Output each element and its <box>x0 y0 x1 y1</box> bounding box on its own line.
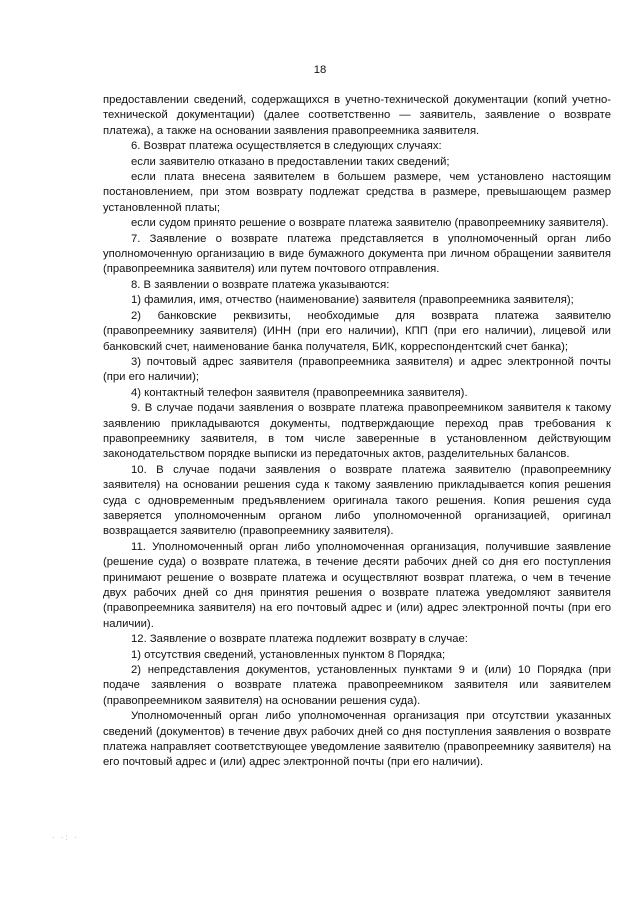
paragraph: 12. Заявление о возврате платежа подлежит возврату в случае: <box>131 633 468 646</box>
paragraph: 8. В заявлении о возврате платежа указываются: <box>131 278 390 291</box>
paragraph: 11. Уполномоченный орган либо уполномоченная организация, получившие заявление (решение суда) о возврате платежа, в течение десяти рабочих дней со дня его поступления принимают решение о возврате платежа и осуществляют возврат платежа, о чем в течение двух рабочих дней со дня принятия решения о возврате платежа уведомляют заявителя (правопреемника заявителя) на его почтовый адрес и (или) адрес электронной почты (при его наличии). <box>103 540 611 630</box>
paragraph: если плата внесена заявителем в большем размере, чем установлено настоящим постановлением, при этом возврату подлежат средства в размере, превышающем размер установленной платы; <box>103 171 611 214</box>
paragraph: 2) банковские реквизиты, необходимые для возврата платежа заявителю (правопреемнику заявителя) (ИНН (при его наличии), КПП (при его наличии), лицевой или банковский счет, наименование банка получателя, БИК, корреспондентский счет банка); <box>103 309 611 353</box>
paragraph: 9. В случае подачи заявления о возврате платежа правопреемником заявителя к такому заявлению прикладываются документы, подтверждающие переход прав требования к правопреемнику заявителя, в том числе заверенные в установленном действующим законодательством порядке выписки из передаточных актов, разделительных балансов. <box>103 402 611 461</box>
scan-artifact: · ·: · <box>52 833 79 842</box>
paragraph: 6. Возврат платежа осуществляется в следующих случаях: <box>131 140 442 153</box>
paragraph: 1) отсутствия сведений, установленных пунктом 8 Порядка; <box>131 648 446 661</box>
paragraph: 4) контактный телефон заявителя (правопреемника заявителя). <box>131 386 468 399</box>
paragraph: 2) непредставления документов, установленных пунктами 9 и (или) 10 Порядка (при подаче заявления о возврате платежа правопреемником заявителя или заявителем (правопреемником заявителя) на основании решения суда). <box>103 664 611 707</box>
paragraph: 7. Заявление о возврате платежа представляется в уполномоченный орган либо уполномоченную организацию в виде бумажного документа при личном обращении заявителя (правопреемника заявителя) или путем почтового отправления. <box>103 232 611 276</box>
paragraph: 3) почтовый адрес заявителя (правопреемника заявителя) и адрес электронной почты (при его наличии); <box>103 355 611 384</box>
paragraph: если судом принято решение о возврате платежа заявителю (правопреемнику заявителя). <box>131 217 609 230</box>
paragraph: 1) фамилия, имя, отчество (наименование) заявителя (правопреемника заявителя); <box>131 294 574 307</box>
paragraph: 10. В случае подачи заявления о возврате платежа заявителю (правопреемнику заявителя) на основании решения суда к такому заявлению прикладывается копия решения суда с одновременным предъявлением оригинала такого решения. Копия решения суда заверяется уполномоченным органом либо уполномоченной организацией, оригинал возвращается заявителю (правопреемнику заявителя). <box>103 463 611 538</box>
paragraph: Уполномоченный орган либо уполномоченная организация при отсутствии указанных сведений (документов) в течение двух рабочих дней со дня поступления заявления о возврате платежа направляет соответствующее уведомление заявителю (правопреемнику заявителя) на его почтовый адрес и (или) адрес электронной почты (при его наличии). <box>103 710 611 769</box>
paragraph: предоставлении сведений, содержащихся в учетно-технической документации (копий учетно-технической документации) (далее соответственно — заявитель, заявление о возврате платежа), а также на основании заявления правопреемника заявителя. <box>103 94 611 137</box>
paragraph: если заявителю отказано в предоставлении таких сведений; <box>131 155 450 168</box>
document-body <box>103 93 611 771</box>
page-number: 18 <box>313 64 327 76</box>
